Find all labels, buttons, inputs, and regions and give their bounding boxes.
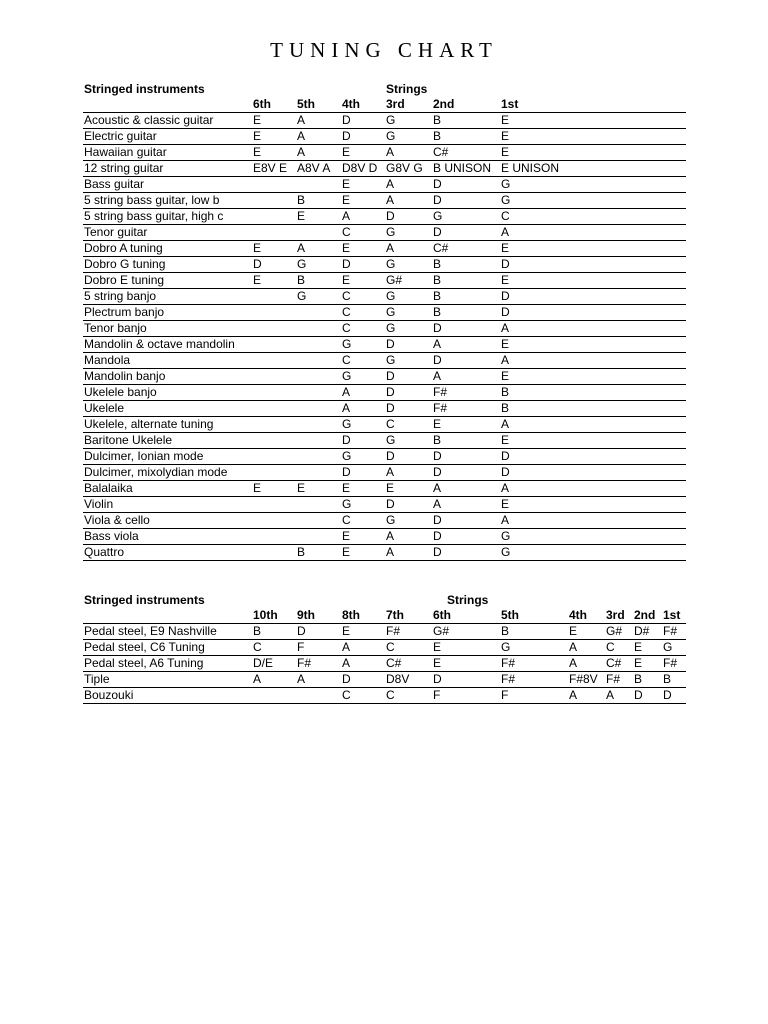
table-row: [83, 672, 686, 688]
string-note: C#: [433, 241, 449, 255]
string-note: G: [342, 337, 352, 351]
column-header: 2nd: [433, 97, 455, 111]
section-label: Stringed instruments: [84, 593, 205, 607]
string-note: G: [386, 321, 396, 335]
string-note: G: [342, 497, 352, 511]
instrument-name: Viola & cello: [84, 513, 150, 527]
string-note: E: [501, 129, 510, 143]
table-row: [83, 145, 686, 161]
string-note: D: [433, 513, 442, 527]
string-note: A: [297, 672, 306, 686]
table-row: [83, 321, 686, 337]
string-note: F#: [297, 656, 312, 670]
string-note: D: [433, 225, 442, 239]
instrument-name: Dulcimer, Ionian mode: [84, 449, 204, 463]
string-note: C#: [606, 656, 622, 670]
string-note: F#8V: [569, 672, 598, 686]
string-note: G: [663, 640, 673, 654]
string-note: F: [297, 640, 305, 654]
string-note: A: [253, 672, 262, 686]
instrument-name: Bouzouki: [84, 688, 134, 702]
string-note: E: [342, 545, 351, 559]
string-note: D: [663, 688, 672, 702]
table-row: [83, 417, 686, 433]
column-header: 1st: [663, 608, 681, 622]
string-note: G: [386, 257, 396, 271]
string-note: D#: [634, 624, 650, 638]
instrument-name: Mandola: [84, 353, 131, 367]
string-note: E: [501, 433, 510, 447]
string-note: B UNISON: [433, 161, 492, 175]
string-note: E: [501, 273, 510, 287]
table-row: [83, 161, 686, 177]
string-note: G: [501, 545, 511, 559]
string-note: G: [386, 433, 396, 447]
string-note: B: [433, 273, 442, 287]
string-note: D: [342, 257, 351, 271]
string-note: B: [433, 257, 442, 271]
string-note: B: [253, 624, 262, 638]
string-note: D: [501, 305, 510, 319]
string-note: A: [386, 465, 395, 479]
string-note: F#: [663, 656, 678, 670]
string-note: B: [433, 433, 442, 447]
instrument-name: Quattro: [84, 545, 125, 559]
string-note: A: [386, 145, 395, 159]
string-note: A: [501, 513, 510, 527]
string-note: D/E: [253, 656, 274, 670]
table-row: [83, 385, 686, 401]
string-note: E: [342, 481, 351, 495]
table-row: [83, 193, 686, 209]
string-note: E: [342, 624, 351, 638]
instrument-name: Tiple: [84, 672, 110, 686]
instrument-name: Tenor guitar: [84, 225, 148, 239]
string-note: F#: [501, 656, 516, 670]
string-note: E: [433, 640, 442, 654]
string-note: D8V D: [342, 161, 378, 175]
string-note: E: [297, 481, 306, 495]
instrument-name: Mandolin banjo: [84, 369, 166, 383]
string-note: B: [297, 193, 306, 207]
string-note: C: [342, 289, 351, 303]
string-note: E: [342, 193, 351, 207]
table-header-row: [83, 592, 686, 607]
table-row: [83, 369, 686, 385]
instrument-name: Pedal steel, A6 Tuning: [84, 656, 204, 670]
table-row: [83, 465, 686, 481]
string-note: F#: [386, 624, 401, 638]
column-header: 5th: [501, 608, 519, 622]
string-note: D: [386, 497, 395, 511]
instrument-name: Dobro G tuning: [84, 257, 166, 271]
column-header: 6th: [433, 608, 451, 622]
instrument-name: 5 string bass guitar, high c: [84, 209, 224, 223]
string-note: E: [253, 145, 262, 159]
string-note: C: [386, 688, 395, 702]
string-note: A: [297, 241, 306, 255]
instrument-name: Plectrum banjo: [84, 305, 165, 319]
instrument-name: Tenor banjo: [84, 321, 147, 335]
string-note: A: [386, 529, 395, 543]
string-note: C: [342, 688, 351, 702]
string-note: G: [297, 257, 307, 271]
table-row: [83, 688, 686, 704]
table-row: [83, 513, 686, 529]
instrument-name: 5 string bass guitar, low b: [84, 193, 220, 207]
string-note: G: [342, 417, 352, 431]
string-note: G: [386, 225, 396, 239]
string-note: D: [342, 433, 351, 447]
tuning-table-extended: [83, 592, 686, 704]
instrument-name: Bass guitar: [84, 177, 145, 191]
column-header: 3rd: [386, 97, 405, 111]
table-row: [83, 129, 686, 145]
string-note: A: [297, 129, 306, 143]
string-note: F#: [663, 624, 678, 638]
column-header: 1st: [501, 97, 519, 111]
table-header-row: [83, 81, 686, 96]
string-note: D: [501, 257, 510, 271]
string-note: D: [433, 545, 442, 559]
table-row: [83, 433, 686, 449]
column-headers: [83, 96, 686, 112]
table-row: [83, 209, 686, 225]
string-note: G#: [433, 624, 450, 638]
instrument-name: Bass viola: [84, 529, 139, 543]
string-note: F#: [501, 672, 516, 686]
string-note: E8V E: [253, 161, 288, 175]
instrument-name: Violin: [84, 497, 114, 511]
string-note: D: [433, 321, 442, 335]
string-note: D: [386, 401, 395, 415]
string-note: E UNISON: [501, 161, 560, 175]
string-note: A: [386, 241, 395, 255]
string-note: G: [386, 353, 396, 367]
string-note: E: [634, 640, 643, 654]
instrument-name: Pedal steel, C6 Tuning: [84, 640, 205, 654]
string-note: D: [342, 129, 351, 143]
string-note: A: [606, 688, 615, 702]
string-note: C: [253, 640, 262, 654]
instrument-name: Dulcimer, mixolydian mode: [84, 465, 228, 479]
string-note: A: [386, 545, 395, 559]
string-note: F: [501, 688, 509, 702]
string-note: A: [342, 656, 351, 670]
string-note: E: [634, 656, 643, 670]
column-header: 6th: [253, 97, 271, 111]
string-note: D: [501, 449, 510, 463]
string-note: G: [386, 513, 396, 527]
string-note: D8V: [386, 672, 410, 686]
string-note: A: [433, 369, 442, 383]
string-note: G#: [386, 273, 403, 287]
instrument-name: Electric guitar: [84, 129, 157, 143]
string-note: F#: [606, 672, 621, 686]
string-note: D: [386, 385, 395, 399]
string-note: D: [433, 353, 442, 367]
string-note: G8V G: [386, 161, 423, 175]
column-headers: [83, 607, 686, 623]
tuning-table-main: [83, 81, 686, 561]
string-note: A: [386, 177, 395, 191]
string-note: G: [297, 289, 307, 303]
string-note: A: [501, 481, 510, 495]
string-note: D: [386, 369, 395, 383]
string-note: A: [433, 497, 442, 511]
column-header: 9th: [297, 608, 315, 622]
string-note: E: [253, 113, 262, 127]
instrument-name: Dobro A tuning: [84, 241, 163, 255]
string-note: E: [386, 481, 395, 495]
instrument-name: 12 string guitar: [84, 161, 164, 175]
instrument-name: Baritone Ukelele: [84, 433, 173, 447]
string-note: G: [386, 129, 396, 143]
string-note: A: [433, 481, 442, 495]
string-note: A8V A: [297, 161, 331, 175]
string-note: E: [501, 145, 510, 159]
instrument-name: Pedal steel, E9 Nashville: [84, 624, 217, 638]
string-note: F: [433, 688, 441, 702]
string-note: D: [433, 193, 442, 207]
column-header: 3rd: [606, 608, 625, 622]
string-note: A: [342, 385, 351, 399]
string-note: E: [501, 497, 510, 511]
string-note: E: [253, 273, 262, 287]
string-note: F#: [433, 401, 448, 415]
string-note: D: [433, 465, 442, 479]
table-row: [83, 640, 686, 656]
string-note: C: [386, 417, 395, 431]
string-note: C: [342, 353, 351, 367]
string-note: A: [501, 417, 510, 431]
string-note: E: [342, 529, 351, 543]
page-title: TUNING CHART: [270, 38, 498, 62]
string-note: A: [342, 209, 351, 223]
string-note: C: [606, 640, 615, 654]
strings-group-label: Strings: [447, 593, 489, 607]
string-note: G: [501, 640, 511, 654]
column-header: 10th: [253, 608, 278, 622]
string-note: D: [501, 289, 510, 303]
string-note: E: [342, 273, 351, 287]
string-note: B: [501, 401, 510, 415]
string-note: G: [501, 193, 511, 207]
string-note: F#: [433, 385, 448, 399]
string-note: A: [501, 225, 510, 239]
table-row: [83, 257, 686, 273]
string-note: E: [342, 145, 351, 159]
column-header: 2nd: [634, 608, 656, 622]
section-label: Stringed instruments: [84, 82, 205, 96]
string-note: E: [297, 209, 306, 223]
string-note: B: [433, 129, 442, 143]
string-note: G: [386, 289, 396, 303]
instrument-name: Dobro E tuning: [84, 273, 165, 287]
string-note: C#: [386, 656, 402, 670]
string-note: D: [342, 113, 351, 127]
string-note: B: [297, 545, 306, 559]
string-note: E: [253, 129, 262, 143]
string-note: A: [569, 688, 578, 702]
column-header: 4th: [342, 97, 360, 111]
string-note: E: [501, 337, 510, 351]
string-note: B: [634, 672, 643, 686]
string-note: E: [433, 656, 442, 670]
string-note: C: [342, 321, 351, 335]
instrument-name: Balalaika: [84, 481, 133, 495]
string-note: E: [342, 241, 351, 255]
string-note: G: [501, 177, 511, 191]
string-note: B: [433, 305, 442, 319]
string-note: C: [342, 225, 351, 239]
table-row: [83, 353, 686, 369]
string-note: E: [342, 177, 351, 191]
instrument-name: Ukelele: [84, 401, 125, 415]
instrument-name: Mandolin & octave mandolin: [84, 337, 235, 351]
table-row: [83, 481, 686, 497]
string-note: A: [501, 353, 510, 367]
instrument-name: Acoustic & classic guitar: [84, 113, 214, 127]
string-note: E: [253, 241, 262, 255]
string-note: G: [433, 209, 443, 223]
string-note: E: [501, 241, 510, 255]
string-note: E: [569, 624, 578, 638]
table-row: [83, 177, 686, 193]
string-note: D: [386, 209, 395, 223]
table-row: [83, 401, 686, 417]
string-note: D: [634, 688, 643, 702]
instrument-name: 5 string banjo: [84, 289, 157, 303]
table-row: [83, 545, 686, 561]
string-note: C: [342, 305, 351, 319]
string-note: A: [297, 145, 306, 159]
string-note: A: [501, 321, 510, 335]
string-note: G: [386, 113, 396, 127]
string-note: D: [433, 529, 442, 543]
string-note: A: [297, 113, 306, 127]
string-note: D: [386, 337, 395, 351]
string-note: C: [386, 640, 395, 654]
table-row: [83, 337, 686, 353]
string-note: D: [433, 177, 442, 191]
string-note: C#: [433, 145, 449, 159]
string-note: G: [501, 529, 511, 543]
string-note: G: [342, 449, 352, 463]
string-note: A: [433, 337, 442, 351]
string-note: D: [433, 672, 442, 686]
table-row: [83, 305, 686, 321]
table-row: [83, 497, 686, 513]
string-note: A: [386, 193, 395, 207]
string-note: A: [342, 401, 351, 415]
table-row: [83, 241, 686, 257]
column-header: 8th: [342, 608, 360, 622]
table-row: [83, 449, 686, 465]
table-row: [83, 289, 686, 305]
string-note: E: [501, 369, 510, 383]
string-note: E: [433, 417, 442, 431]
string-note: B: [297, 273, 306, 287]
string-note: A: [342, 640, 351, 654]
table-row: [83, 656, 686, 672]
string-note: A: [569, 656, 578, 670]
instrument-name: Ukelele, alternate tuning: [84, 417, 214, 431]
table-row: [83, 529, 686, 545]
string-note: G#: [606, 624, 623, 638]
column-header: 5th: [297, 97, 315, 111]
instrument-name: Ukelele banjo: [84, 385, 157, 399]
string-note: B: [433, 113, 442, 127]
strings-group-label: Strings: [386, 82, 428, 96]
column-header: 7th: [386, 608, 404, 622]
table-row: [83, 112, 686, 129]
string-note: D: [297, 624, 306, 638]
column-header: 4th: [569, 608, 587, 622]
string-note: D: [433, 449, 442, 463]
string-note: C: [342, 513, 351, 527]
table-row: [83, 623, 686, 640]
table-row: [83, 273, 686, 289]
string-note: B: [501, 624, 510, 638]
string-note: B: [433, 289, 442, 303]
string-note: D: [342, 672, 351, 686]
string-note: B: [663, 672, 672, 686]
string-note: G: [342, 369, 352, 383]
string-note: C: [501, 209, 510, 223]
string-note: E: [501, 113, 510, 127]
string-note: G: [386, 305, 396, 319]
table-row: [83, 225, 686, 241]
string-note: A: [569, 640, 578, 654]
string-note: D: [386, 449, 395, 463]
instrument-name: Hawaiian guitar: [84, 145, 167, 159]
string-note: D: [342, 465, 351, 479]
string-note: B: [501, 385, 510, 399]
string-note: E: [253, 481, 262, 495]
string-note: D: [253, 257, 262, 271]
string-note: D: [501, 465, 510, 479]
